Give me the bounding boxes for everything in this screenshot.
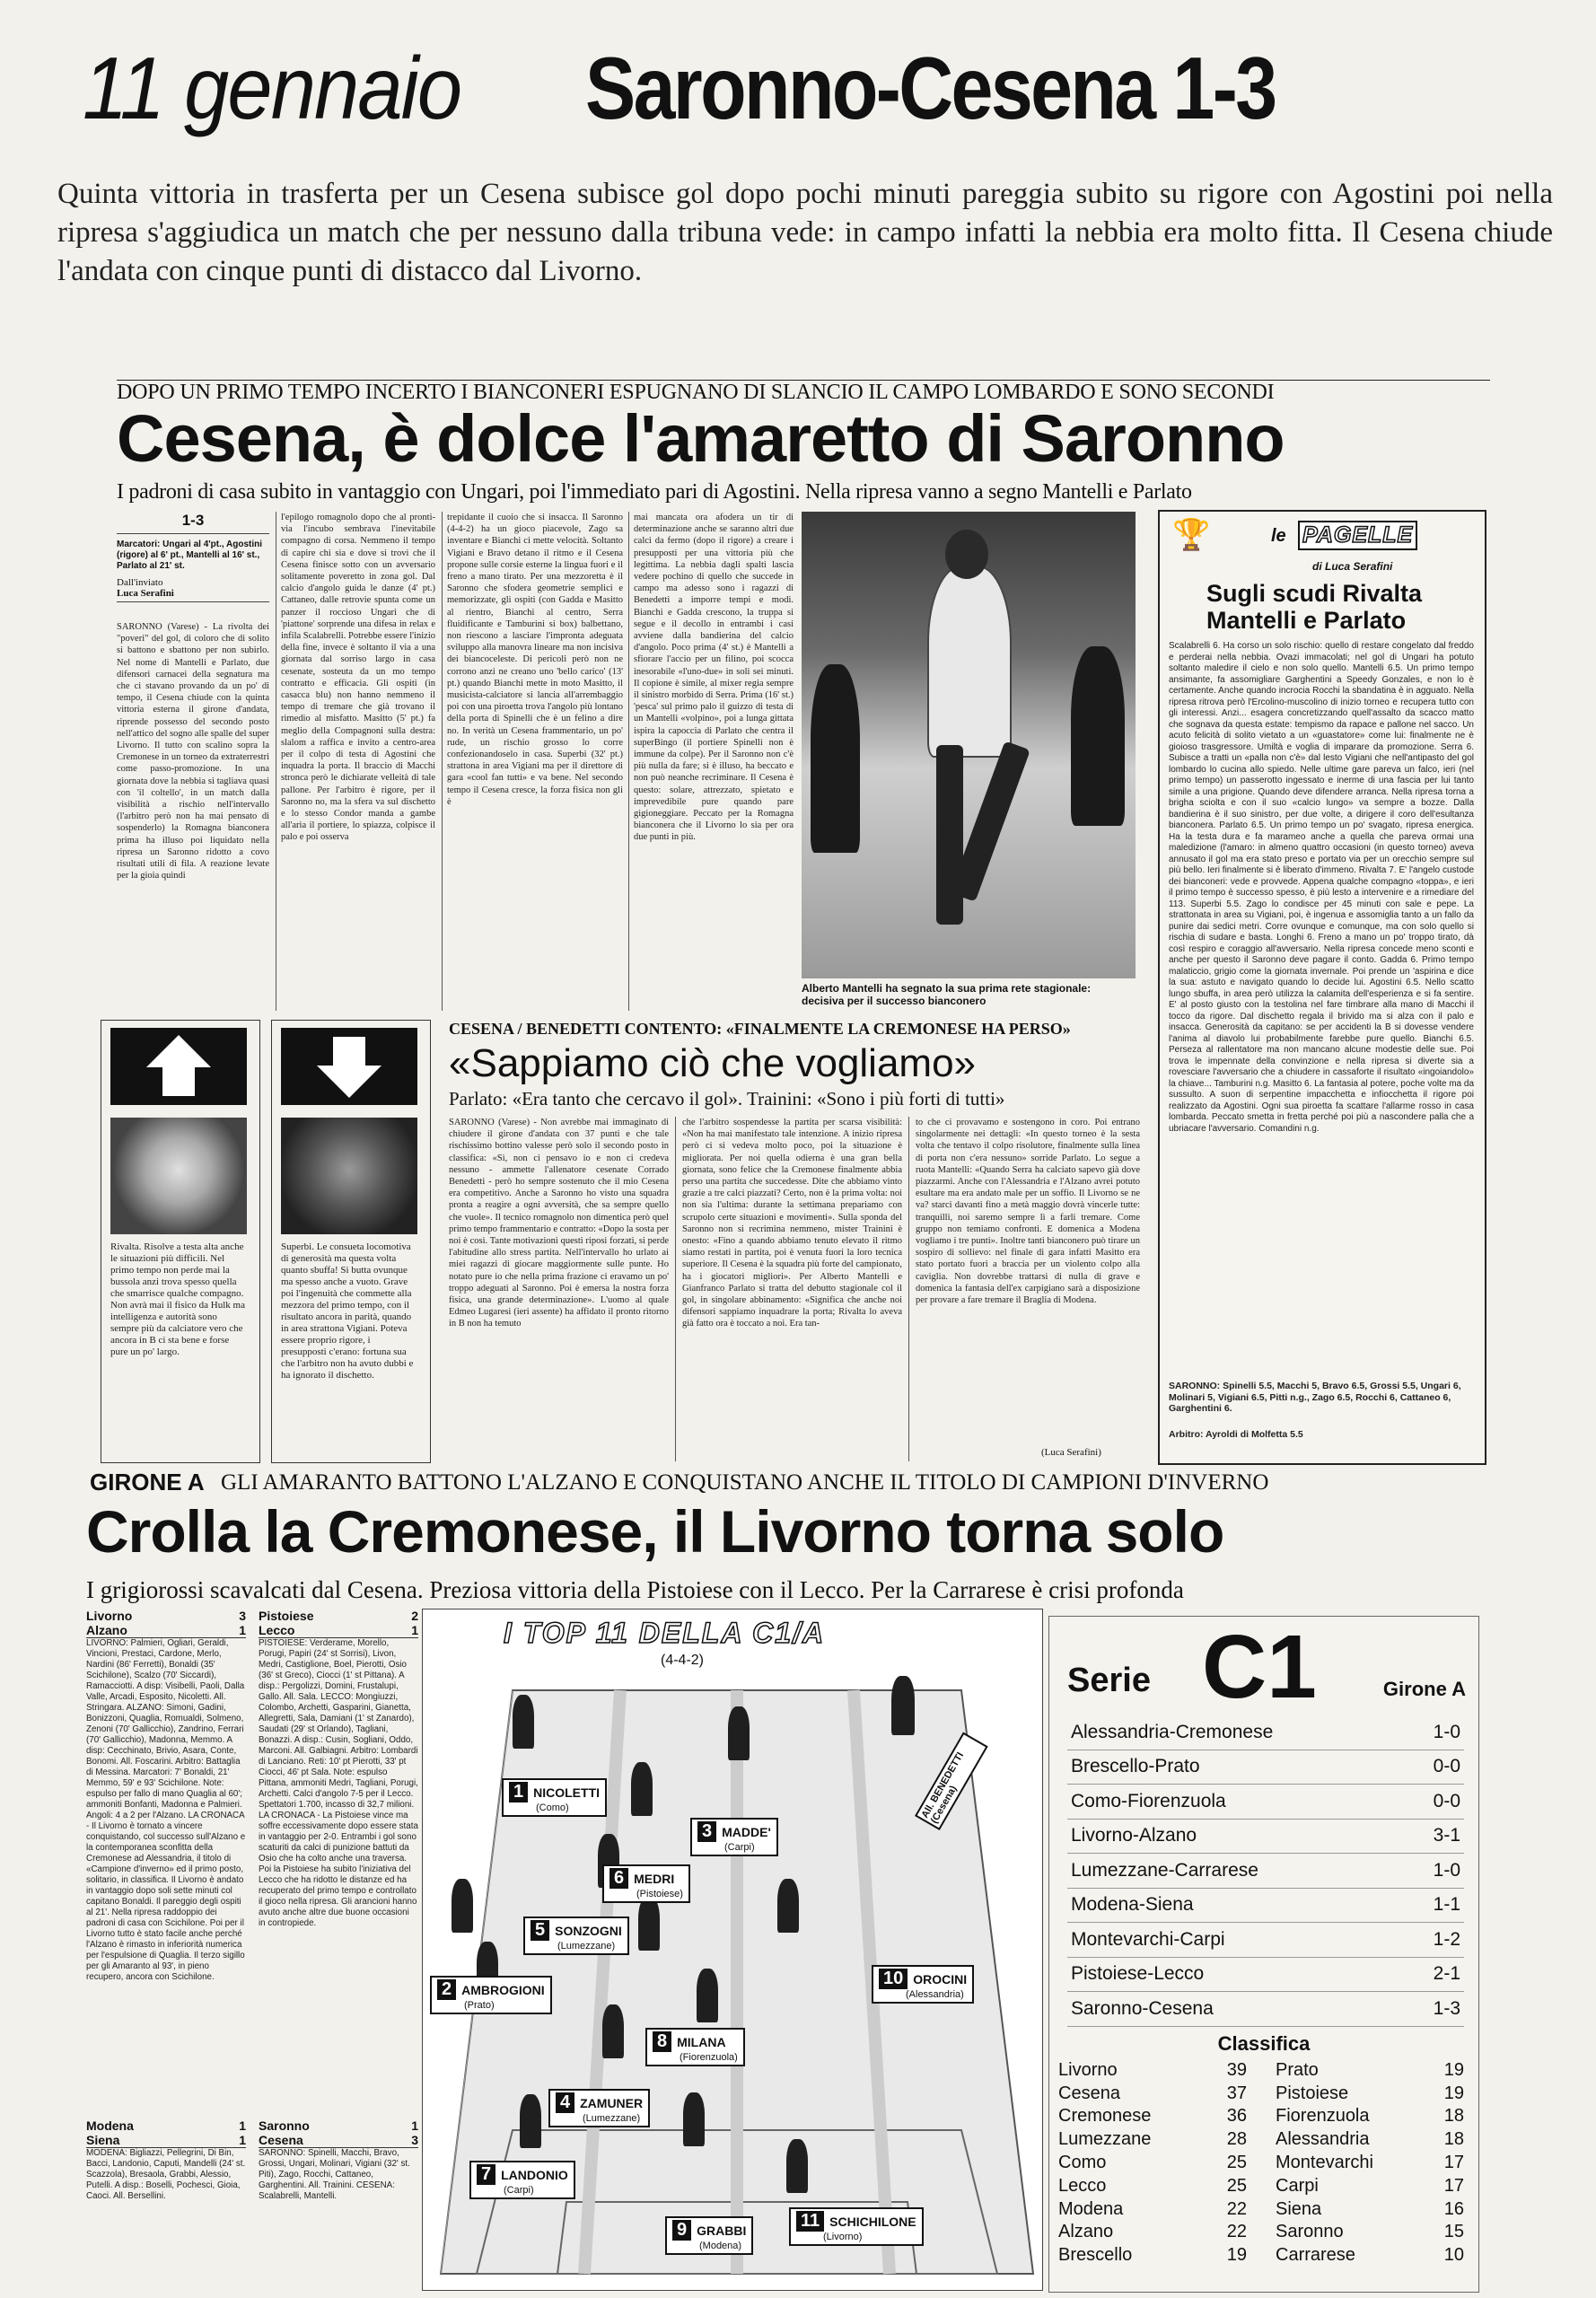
report-away: Lecco	[259, 1623, 295, 1637]
result-row	[1067, 1958, 1464, 1993]
standing-points: 18	[1443, 2129, 1464, 2150]
player-figure	[697, 1969, 718, 2022]
result-row	[1067, 1854, 1464, 1889]
report-text: MODENA: Bigliazzi, Pellegrini, Di Bin, Bacci, Landonio, Caputi, Mandelli (24' st. Scazzola), Bresaola, Grabbi, Alessio, Putelli. A disp.: Boselli, Pochesci, Gioia, Caoci. All. Bersellini.	[86, 2148, 246, 2201]
report-pistoiese	[259, 1609, 418, 1968]
standing-team: Pistoiese	[1276, 2083, 1349, 2103]
result-row	[1067, 1820, 1464, 1855]
standing-row	[1058, 2105, 1247, 2128]
pagelle-arbitro: Arbitro: Ayroldi di Molfetta 5.5	[1169, 1429, 1303, 1440]
result-score: 1-3	[1433, 1997, 1460, 2019]
pagelle-title: Sugli scudi Rivalta Mantelli e Parlato	[1206, 580, 1423, 634]
standing-team: Livorno	[1058, 2059, 1118, 2080]
result-row	[1067, 1750, 1464, 1785]
standing-row	[1058, 2059, 1247, 2083]
player-figure	[891, 1676, 915, 1735]
result-match: Lumezzane-Carrarese	[1071, 1859, 1258, 1881]
report-away: Cesena	[259, 2133, 303, 2147]
report-home-score: 3	[239, 1609, 246, 1623]
player-figure	[513, 1695, 534, 1749]
pagelle-body: Scalabrelli 6. Ha corso un solo rischio: quello di restare congelato dal freddo e perderai nella nebbia. Ovazi immacolati; nel gol di Ungari ha potuto soltanto maledire il cielo e non solo quello. Mantelli 6.5. Un primo tempo ansimante, fa assomigliare Garghentini a Speedy Gonzales, e non lo è certamente. Anche quando incrocia Rocchi la sbandatina è in agguato. Nella ripresa ritrova però l'Ercolino-muscolino di inizio torneo e recupera tutto con gli interessi. Anzi... esagera concretizzando quell'assalto da scacco matto che sognava da questa estate: tempismo da rapace e pallone nel sacco. Un acuto felicità di solito vietato a un «guastatore» come lui: finalmente ne è gioioso trasgressore. Umiltà e voglia di imparare da promozione. Serra 6. Subisce a tratti un «palla non c'è» dal lesto Vigiani che nell'antipasto del gol lombardo lo cucina allo spiedo. Nelle ultime gare pareva un falco, ieri (nel primo tempo) un passerotto ingessato e inerme di una fascia per lui tanto simile a una prigione. Quando deve difendere arranca. Nella ripresa torna a brigha sciolta e con il suo «calcio lungo» va sempre a bozze. Dalla bandierina è il suo sinistro, per due volte, a dirigere il coro dell'esultanza bianconera. Parlato 6.5. Un primo tempo un po' svagato, ripresa energica. Ha la testa dura e fa marameo anche a quella che pareva ormai una maledizione (l'amaro: in almeno quattro occasioni (in questo torneo) aveva annusato il gol ma era stato preso e portato via per un orecchio sempre sul più bello. Ieri finalmente si è liberato d'immeno. Rivalta 7. E' l'angelo custode dei bianconeri: vede e provvede. Appena qualche compagno «toppa», e ieri il primo tempo è successo spesso, è più lesto a intervenire e a rimediare del 113. Superbi 5.5. Zago lo condisce per 45 minuti con sale e pepe. La strattonata in area su Vigiani, poi, è ingenua e assomiglia tanto a un fallo da punire dai sedici metri. Corre ovunque e comunque, ma con solo quello si rischia di sudare e basta. Longhi 6. Freno a mano un po' troppo tirato, dà così respiro e coraggio all'avversario. Nella ripresa concede meno sconti e anche per questo il Saronno deve pagare il conto. Gadda 6. Primo tempo malaticcio, grigio come la giornata invernale. Poi prende un 'aspirina e dice la sua: astuto e navigato quando lo decide lui. Agostini 6.5. Nello scatto lungo sbuffa, in area però utilizza la calamita dell'esperienza e si fa sentire. E' al posto giusto con la testolina nel fare timbrare alla mano di Macchi il tocco da rigore. Dal dischetto regala il brivido ma si alza con il palo e insacca. Generosità da capitano: se per accidenti la B si dovesse vendere l'anima al diavolo lui probabilmente farebbe pure quello. Bianchi 6.5. Perseza al rallentatore ma non mancano alcune modestie delle sue. Poi trova le impennate della convinzione e nella ripresa si diverte sia a rovesciare l'avversario che a chiudere in cassaforte il risultato «ingoiandolo» la chiave... Tamburini n.g. Masitto 6. La fantasia al potere, poche volte ma da sussulto. A suon di serpentine impacchetta e infiocchetta il rigore poi realizzato da Agostini. Ogni sua piroetta fa scattare l'allarme rosso in casa lombarda. Peccato smetta in fretta perché poi più a nascondere palla che a ubriacare l'avversario. Comandini n.g.	[1169, 641, 1474, 1134]
result-match: Como-Fiorenzuola	[1071, 1790, 1226, 1811]
player-figure	[638, 1897, 660, 1951]
standing-points: 28	[1226, 2129, 1247, 2150]
player-box: 9 GRABBI (Modena)	[665, 2216, 753, 2255]
serie-panel	[1048, 1616, 1479, 2293]
standing-points: 17	[1443, 2153, 1464, 2173]
report-saronno	[259, 2118, 418, 2289]
report-home: Saronno	[259, 2118, 310, 2133]
standing-team: Lecco	[1058, 2175, 1107, 2196]
standing-team: Lumezzane	[1058, 2129, 1152, 2150]
article2-col3: to che ci provavamo e sostengono in coro. Poi entrano singolarmente nei dettagli: «In questo torneo è la sesta volta che tentavo il colpo risolutore, finalmente sulla linea di porta non c'era nessuno» sorride Parlato. Lo segue a ruota Mantelli: «Quando Serra ha calciato sapevo già dove piazzarmi. Anche con l'Alessandria e l'Alzano avrei potuto esultare ma era andato male per un soffio. Il Livorno se ne va? starci davanti fino a metà maggio dovrà vincerle tutte: tranquilli, noi saremo sempre lì a farli tremare. Come gruppo non temiamo confronti. E domenica a Modena vogliamo i tre punti». Inoltre tanti bianconero può tirare un sospiro di sollievo: nel finale di gara infatti Masitto era stato portato fuori a braccia per un violento colpo alla caviglia. Non dovrebbe trattarsi di nulla di grave e domenica la fantasia dell'ex carpigiano sarà a disposizione per provare a fare tremare il Braglia di Modena.	[916, 1118, 1140, 1306]
article3-kicker: GLI AMARANTO BATTONO L'ALZANO E CONQUISTANO ANCHE IL TITOLO DI CAMPIONI D'INVERNO	[221, 1470, 1269, 1495]
pagelle-le: le	[1271, 526, 1286, 546]
pagelle-box	[1158, 510, 1486, 1465]
article2-col2: che l'arbitro sospendesse la partita per scarsa visibilità: «Non ha mai manifestato tale intenzione. A inizio ripresa però ci si vedeva molto poco, poi la situazione è migliorata. Per noi quella odierna è una gran bella giornata, sono felice che la Cremonese finalmente abbia perso una partita che succedesse. Dite che abbiamo vinto grazie a tre calci piazzati? Certo, non è la prima volta: noi non sia l'ultima: durante la settimana prepariamo con scrupolo certe situazioni e movimenti». Sulla sponda del Saronno non si recrimina nemmeno, mister Trainini è onesto: «Fino a quando abbiamo tenuto elevato il ritmo siamo restati in partita, poi è venuta fuori la loro tecnica superiore. Il Cesena è la squadra più forte del campionato, ha i giocatori migliori». Per Alberto Mantelli e Gianfranco Parlato si tratta del debutto stagionale col il gol, in singolare abbinamento: «Significa che anche noi difensori sappiamo inquadrare la porta; Rivalta lo aveva già fatto ora è toccato a noi. Era tan-	[682, 1118, 902, 1329]
coach-label: All. BENEDETTI (Cesena)	[915, 1732, 988, 1830]
arrow-up-panel	[101, 1020, 260, 1463]
standing-points: 19	[1443, 2059, 1464, 2080]
top11-formation: (4-4-2)	[661, 1653, 705, 1668]
top11-title: I TOP 11 DELLA C1/A	[504, 1617, 826, 1649]
result-score: 2-1	[1433, 1963, 1460, 1985]
pagelle-voti: SARONNO: Spinelli 5.5, Macchi 5, Bravo 6.5, Grossi 5.5, Ungari 6, Molinari 5, Vigiani 6.5, Pitti n.g., Zago 6.5, Rocchi 6, Cattaneo 6, Garghentini 6.	[1169, 1381, 1461, 1414]
article3-kicker-a: GIRONE A	[90, 1469, 205, 1495]
result-row	[1067, 1785, 1464, 1820]
player-box: 5 SONZOGNI (Lumezzane)	[523, 1916, 629, 1955]
standing-row	[1276, 2152, 1464, 2175]
arrow-up-caption: Rivalta. Risolve a testa alta anche le situazioni più difficili. Nel primo tempo non perde mai la bussola anzi trova spesso quella che smarrisce qualche compagno. Non avrà mai il fisico da Hulk ma intelligenza e autorità sono sempre più da calciatore vero che ancora in B ci sta bene e forse pure un po' largo.	[110, 1241, 245, 1357]
standings	[1058, 2059, 1464, 2267]
standing-team: Siena	[1276, 2198, 1322, 2219]
header-match: Saronno-Cesena 1-3	[585, 39, 1276, 137]
result-row	[1067, 1992, 1464, 2027]
score-box	[117, 512, 269, 602]
top11-panel	[422, 1609, 1043, 2291]
report-home: Livorno	[86, 1609, 133, 1623]
standing-team: Fiorenzuola	[1276, 2106, 1370, 2127]
player-figure	[602, 2004, 624, 2058]
result-match: Alessandria-Cremonese	[1071, 1721, 1274, 1742]
player-figure	[683, 2092, 705, 2146]
report-home: Modena	[86, 2118, 134, 2133]
result-match: Saronno-Cesena	[1071, 1997, 1214, 2019]
article3-deck: I grigiorossi scavalcati dal Cesena. Preziosa vittoria della Pistoiese con il Lecco. Per la Carrarese è crisi profonda	[86, 1576, 1184, 1603]
player-figure	[728, 1706, 750, 1760]
report-home-score: 1	[239, 2118, 246, 2133]
article1-col2: l'epilogo romagnolo dopo che al pronti-via l'incubo sembrava l'inevitabile compagno di corsa. Nemmeno il tempo di capire chi sia e dove si trovi che il Cesena finisce sotto con un avversario solitamente poveretto in zona gol. Dal calcio d'angolo guida le danze (4' pt.) Cattaneo, dalle retrovie spunta come un panzer il roccioso Ungari che di 'piattone' sorprende una difesa in relax e infila Scalabrelli. Potrebbe essere l'inizio della fine, invece è soltanto il via a una giornata dal sorriso largo in casa cesenate, sosteuta da un mo tempo contratto e efficacia. Gli ospiti (in casacca blu) non hanno nemmeno il tempo di tremare che già trovano il rimedio al misfatto. Masitto (5' pt.) fa meglio della Compagnoni sulla destra: slalom a raffica e invito a centro-area per il colpo di testa di Agostini che inquadra la porta. Il braccio di Macchi stronca però le dichiarate velleità di tale pallone. Per l'arbitro è rigore, per il Saronno no, ma la sfera va sul dischetto e lo stesso Condor manda a gambe all'aria il portiere, lo spiazza, colpisce il palo e poi osserva	[281, 513, 435, 843]
standing-points: 19	[1226, 2245, 1247, 2266]
standing-points: 17	[1443, 2175, 1464, 2196]
trophy-icon: 🏆	[1172, 519, 1211, 552]
article2-headline: «Sappiamo ciò che vogliamo»	[449, 1041, 977, 1085]
article1-kicker: DOPO UN PRIMO TEMPO INCERTO I BIANCONERI ESPUGNANO DI SLANCIO IL CAMPO LOMBARDO E SONO SECONDI	[117, 381, 1275, 404]
results-list	[1067, 1715, 1464, 2027]
pagelle-logo-text: PAGELLE	[1298, 521, 1417, 550]
standings-left	[1058, 2059, 1247, 2267]
report-away-score: 1	[411, 1623, 418, 1637]
result-score: 1-2	[1433, 1928, 1460, 1950]
player-figure	[520, 2094, 541, 2148]
standing-row	[1058, 2174, 1247, 2197]
result-match: Brescello-Prato	[1071, 1756, 1200, 1777]
standing-team: Modena	[1058, 2198, 1124, 2219]
standing-row	[1276, 2197, 1464, 2221]
standing-team: Alessandria	[1276, 2129, 1370, 2150]
result-row	[1067, 1923, 1464, 1958]
article3-headline: Crolla la Cremonese, il Livorno torna solo	[86, 1498, 1224, 1565]
report-away: Alzano	[86, 1623, 127, 1637]
standing-points: 39	[1226, 2059, 1247, 2080]
standing-team: Cesena	[1058, 2083, 1120, 2103]
player-figure	[452, 1879, 473, 1933]
result-score: 0-0	[1433, 1756, 1460, 1777]
player-figure	[777, 1879, 799, 1933]
report-modena	[86, 2118, 246, 2289]
standing-team: Montevarchi	[1276, 2153, 1373, 2173]
result-score: 1-0	[1433, 1859, 1460, 1881]
player-box: 11 SCHICHILONE (Livorno)	[789, 2207, 924, 2246]
standing-points: 37	[1226, 2083, 1247, 2103]
arrow-down-icon	[281, 1028, 417, 1105]
report-away: Siena	[86, 2133, 120, 2147]
byline-pre: Dall'inviato	[117, 577, 163, 588]
standing-points: 25	[1226, 2175, 1247, 2196]
standings-right	[1276, 2059, 1464, 2267]
report-away-score: 1	[239, 2133, 246, 2147]
standing-row	[1276, 2059, 1464, 2083]
superbi-photo	[281, 1118, 417, 1234]
article1-deck: I padroni di casa subito in vantaggio con Ungari, poi l'immediato pari di Agostini. Nella ripresa vanno a segno Mantelli e Parlato	[117, 480, 1192, 504]
player-box: 7 LANDONIO (Carpi)	[469, 2161, 575, 2199]
standing-points: 22	[1226, 2222, 1247, 2242]
standing-row	[1276, 2082, 1464, 2105]
rivalta-photo	[110, 1118, 247, 1234]
standing-points: 22	[1226, 2198, 1247, 2219]
pagelle-author: di Luca Serafini	[1312, 560, 1393, 573]
standing-row	[1058, 2152, 1247, 2175]
result-score: 1-1	[1433, 1894, 1460, 1916]
standing-row	[1058, 2082, 1247, 2105]
standing-row	[1276, 2221, 1464, 2244]
standing-row	[1058, 2221, 1247, 2244]
article2-kicker: CESENA / BENEDETTI CONTENTO: «FINALMENTE LA CREMONESE HA PERSO»	[449, 1020, 1071, 1038]
result-score: 0-0	[1433, 1790, 1460, 1811]
result-match: Pistoiese-Lecco	[1071, 1963, 1205, 1985]
arrow-down-caption: Superbi. Le consueta locomotiva di generosità ma questa volta quanto sbuffa! Si butta ovunque ma spesso anche a vuoto. Grave poi l'ingenuità che commette alla mezzora del primo tempo, con il risultato ancora in parità, quando in area strattona Vigiani. Poteva essere proprio rigore, i presupposti c'erano: fortuna sua che l'arbitro non ha avuto dubbi e ha ignorato il dischetto.	[281, 1241, 414, 1381]
arrow-down-panel	[271, 1020, 431, 1463]
report-text: PISTOIESE: Verderame, Morello, Porugi, Papiri (24' st Sorrisi), Livon, Medri, Castiglione, Boel, Pierotti, Osio (36' st Greco), Ciocci (1' st Pittana). A disp.: Pergolizzi, Domini, Frustalupi, Gallo. All. Sala. LECCO: Mongiuzzi, Colombo, Archetti, Gasparini, Gianetta, Allegretti, Sala, Damiani (1' st Zanardo), Saudati (29' st Orlando), Tagliani, Bonazzi. A disp.: Cusin, Sogliani, Oddo, Marconi. All. Galbiagni. Arbitro: Lombardi di Lanciano. Reti: 10' pt Pierotti, 33' pt Ciocci, 46' pt Sala. Note: espulso Pittana, ammoniti Medri, Tagliani, Porugi, Archetti. Calci d'angolo 7-5 per il Lecco. Spettatori 1.700, incasso di 32,7 milioni. LA CRONACA - La Pistoiese vince ma soffre eccessivamente dopo essere stata in vantaggio per 2-0. Entrambi i gol sono scaturiti da calci di punizione battuti da Osio che ha colto anche una traversa. Poi la Pistoiese ha subito l'iniziativa del Lecco che ha ridotto le distanze ed ha recuperato del primo tempo e controllato il gioco nella ripresa. Gli arancioni hanno avuto anche altre due buone occasioni in contropiede.	[259, 1638, 418, 1928]
player-figure	[631, 1762, 653, 1816]
report-livorno	[86, 1609, 246, 2111]
header-intro: Quinta vittoria in trasferta per un Cesena subisce gol dopo pochi minuti pareggia subito su rigore con Agostini poi nella ripresa s'aggiudica un match che per nessuno dalla tribuna vede: in campo infatti la nebbia era molto fitta. Il Cesena chiude l'andata con cinque punti di distacco dal Livorno.	[57, 178, 1553, 287]
standing-team: Brescello	[1058, 2245, 1133, 2266]
report-home-score: 2	[411, 1609, 418, 1623]
standing-row	[1058, 2128, 1247, 2152]
standing-points: 36	[1226, 2106, 1247, 2127]
pagelle-logo	[1172, 521, 1469, 553]
standing-points: 18	[1443, 2106, 1464, 2127]
byline: Luca Serafini	[117, 588, 269, 602]
report-home: Pistoiese	[259, 1609, 314, 1623]
header-date: 11 gennaio	[83, 39, 461, 137]
standing-points: 15	[1443, 2222, 1464, 2242]
article1-col1: SARONNO (Varese) - La rivolta dei "poveri" del gol, di coloro che di solito si battono e sbattono per non subirlo. Nel nome di Mantelli e Parlato, due difensori carnacei della segnatura ma che ci stavano provando da un po' di tempo, il Cesena chiude con la quinta vittoria esterna il girone d'andata, riprende possesso del secondo posto nell'attico del sogno alle spalle del super Livorno. Il tutto con scalino sopra la Cremonese in un torneo da extraterrestri come passo-promozione. In una giornata dove la nebbia si tagliava quasi con 'il coltello', in un match dalla visibilità a rischio nell'intervallo (l'arbitro però non ha mai pensato di sospenderlo) la Romagna bianconera prima ha illuso poi liquidato nella ripresa un Saronno ridotto a covo risultati utili di fila. A reazione levate per la gioia quindi	[117, 622, 269, 881]
player-box: 1 NICOLETTI (Como)	[502, 1778, 607, 1817]
score: 1-3	[117, 512, 269, 534]
standing-team: Como	[1058, 2153, 1107, 2173]
player-box: 10 OROCINI (Alessandria)	[872, 1965, 974, 2004]
arrow-up-icon	[110, 1028, 247, 1105]
photo-caption: Alberto Mantelli ha segnato la sua prima rete stagionale: decisiva per il successo bianconero	[802, 982, 1092, 1007]
report-text: SARONNO: Spinelli, Macchi, Bravo, Grossi, Ungari, Molinari, Vigiani (32' st. Piti), Zago, Rocchi, Cattaneo, Garghentini. All. Trainini. CESENA: Scalabrelli, Mantelli.	[259, 2148, 410, 2201]
report-text: LIVORNO: Palmieri, Ogliari, Geraldi, Vincioni, Prestaci, Cardone, Merlo, Nardini (86' Ferretti), Bonaldi (35' Scichilone), Scalzo (70' Siccardi), Ramacciotti. A disp: Visibelli, Paoli, Dalla Valle, Arcadi, Esposito, Nicoletti. All. Stringara. ALZANO: Simoni, Gadini, Bonizzoni, Quaglia, Romualdi, Solmeno, Zenoni (70' Gallicchio), Zandrino, Ferrari (70' Gallicchio), Madonna, Memmo. A disp: Cecchinato, Brivio, Asara, Conte, Bonomi. All. Foscarini. Arbitro: Battaglia di Messina. Marcatori: 7' Bonaldi, 21' Memmo, 59' e 93' Scichilone. Note: espulso per fallo di mano Quaglia al 60'; ammoniti Bonfanti, Madonna e Palmieri. Angoli: 4 a 2 per l'Alzano. LA CRONACA - Il Livorno è tornato a vincere conquistando, col successo sull'Alzano e la contemporanea sconfitta della Cremonese ad Alessandria, il titolo di «Campione d'inverno» ed il primo posto, solitario, in classifica. Il Livorno è andato in vantaggio dopo soli sette minuti col capitano Bonaldi. Il pareggio degli ospiti al 21'. Nella ripresa raddoppio dei padroni di casa con Scichilone. Poi per il Livorno tutto è stato facile anche perché l'Alzano è rimasto in inferiorità numerica per l'espulsione di Quaglia. Il terzo sigillo per gli Amaranto al 93', in pieno recupero, ancora con Scichilone.	[86, 1638, 246, 1982]
player-box: 2 AMBROGIONI (Prato)	[430, 1976, 552, 2014]
report-home-score: 1	[411, 2118, 418, 2133]
standing-team: Carpi	[1276, 2175, 1319, 2196]
article2-deck: Parlato: «Era tanto che cercavo il gol». Trainini: «Sono i più forti di tutti»	[449, 1088, 1005, 1110]
player-box: 8 MILANA (Fiorenzuola)	[645, 2028, 745, 2066]
standing-row	[1058, 2197, 1247, 2221]
result-row	[1067, 1715, 1464, 1750]
player-box: 6 MEDRI (Pistoiese)	[602, 1864, 690, 1903]
standing-row	[1276, 2105, 1464, 2128]
result-row	[1067, 1889, 1464, 1924]
player-box: 4 ZAMUNER (Lumezzane)	[548, 2089, 650, 2127]
standing-team: Saronno	[1276, 2222, 1344, 2242]
standing-points: 10	[1443, 2245, 1464, 2266]
standing-row	[1058, 2244, 1247, 2267]
standing-row	[1276, 2244, 1464, 2267]
result-match: Livorno-Alzano	[1071, 1825, 1197, 1846]
standings-title: Classifica	[1217, 2031, 1311, 2055]
result-score: 1-0	[1433, 1721, 1460, 1742]
standing-team: Cremonese	[1058, 2106, 1152, 2127]
article1-col3: trepidante il cuoio che si insacca. Il Saronno (4-4-2) ha un gioco piacevole, Zago sa inventare e Bianchi ci mette velocità. Soltanto Vigiani e Bravo detano il ritmo e il Cesena propone sulle corsie esterne la lingua fuori e il freno a mano tirato. Per una mezzoretta è il Saronno che sfodera geometrie semplici e memorizzate, gli ospiti (con Gadda e Masitto al rientro, Bianchi al centro, Serra fluidificante e Tamburini si box) balbettano, non riescono a lasciare l'impronta adeguata sviluppo alla manovra lineare ma non incisiva dei biancoceleste. Di pericoli però non ne corrono anzi ne creano uno 'bello carico' (13' pt.) quando Bianchi mette in moto Masitto, il musicista-calciatore si lancia all'arrembaggio poi con una piroetta trova l'angolo più lontano della porta di Spinelli che è un felino a dire no. In verità un Cesena frammentario, un po' rude, un rischio grosso lo corre confezionandoselo in casa. Superbi (32' pt.) strattona in area Vigiani ma per il direttore di gara «cool fan tutti» e va bene. Nel secondo tempo il Cesena cresce, la forza fisica non gli è	[447, 513, 623, 807]
serie-big: C1	[1202, 1617, 1317, 1717]
article2-col1: SARONNO (Varese) - Non avrebbe mai immaginato di chiudere il girone d'andata con 37 punti e che tale rischissimo bottino valesse però solo il secondo posto in classifica: «Sì, non ci pensavo io e non ci credeva nessuno - ammette l'allenatore cesenate Corrado Benedetti - però ho sempre sostenuto che il mio Cesena era competitivo. Anche a Saronno ho visto una squadra pronta a reagire a ogni avversità, che sa sempre quello che vuole». Il tecnico romagnolo non dimentica però quel primo tempo frammentario e contratto: «Dopo la sosta per noi è così. Tante motivazioni questi riposi forzati, si perde l'abitudine allo stress partita. Nell'intervallo ho urlato ai miei ragazzi di giocare maggiormente sulle punte. Ho notato pure io che nella prima frazione ci eravamo un po' troppo adeguati al Saronno. Poi è emersa la nostra forza fisica, una grande determinazione». L'uomo al quale Edmeo Lugaresi (ieri assente) ha affidato il pronto ritorno in B non ha temuto	[449, 1118, 669, 1329]
standing-points: 19	[1443, 2083, 1464, 2103]
standing-team: Prato	[1276, 2059, 1319, 2080]
standing-row	[1276, 2174, 1464, 2197]
article2-sign: (Luca Serafini)	[1041, 1447, 1101, 1458]
result-score: 3-1	[1433, 1825, 1460, 1846]
serie-girone: Girone A	[1382, 1678, 1466, 1700]
player-figure	[786, 2139, 808, 2193]
report-away-score: 1	[239, 1623, 246, 1637]
result-match: Montevarchi-Carpi	[1071, 1928, 1225, 1950]
standing-team: Carrarese	[1276, 2245, 1355, 2266]
standing-points: 25	[1226, 2153, 1247, 2173]
article1-col4: mai mancata ora afodera un tir di determinazione anche se saranno altri due calci da fermo (dopo il rigore) a creare i presupposti per una vittoria più che legittima. La nebbia dagli spalti lascia vedere pochino di quello che succede in campo ma adesso sono i ragazzi di Benedetti a imporre tempi e modi. Bianchi e Gadda crescono, la truppa si segue e il decollo in entrambi i casi avviene dalla bandierina del calcio d'angolo. Poco prima (4' st.) è Mantelli a sfiorare l'accio per un filino, poi scocca inesorabile «l'uno-due» in soli sei minuti. Il copione è simile, al mixer regia sempre il sinistro morbido di Serra. Prima (16' st.) 'pesca' sul primo palo il guizzo di testa di un Mantelli «volpino», poi a lunga gittata ispira la capoccia di Parlato che centra il superBingo (il portiere Spinelli non è immune da colpe). Per il Saronno non c'è più nulla da fare; si è illuso, ha beccato e non può neanche recriminare. Il Cesena è questo: solare, attrezzato, spietato e imprevedibile pure quando pare gigioneggiare. Peccato per la Romagna bianconera che il Livorno lo sia per ora due punti in più.	[634, 513, 794, 843]
standing-points: 16	[1443, 2198, 1464, 2219]
page-header	[83, 38, 1555, 154]
mantelli-photo	[802, 512, 1136, 978]
standing-team: Alzano	[1058, 2222, 1114, 2242]
serie-header	[1049, 1617, 1478, 1715]
result-match: Modena-Siena	[1071, 1894, 1194, 1916]
report-away-score: 3	[411, 2133, 418, 2147]
standing-row	[1276, 2128, 1464, 2152]
player-box: 3 MADDE' (Carpi)	[690, 1818, 778, 1856]
serie-label: Serie	[1067, 1662, 1151, 1699]
article1-headline: Cesena, è dolce l'amaretto di Saronno	[117, 401, 1285, 476]
scorers: Marcatori: Ungari al 4'pt., Agostini (rigore) al 6' pt., Mantelli al 16' st., Parlato al 21' st.	[117, 539, 263, 571]
